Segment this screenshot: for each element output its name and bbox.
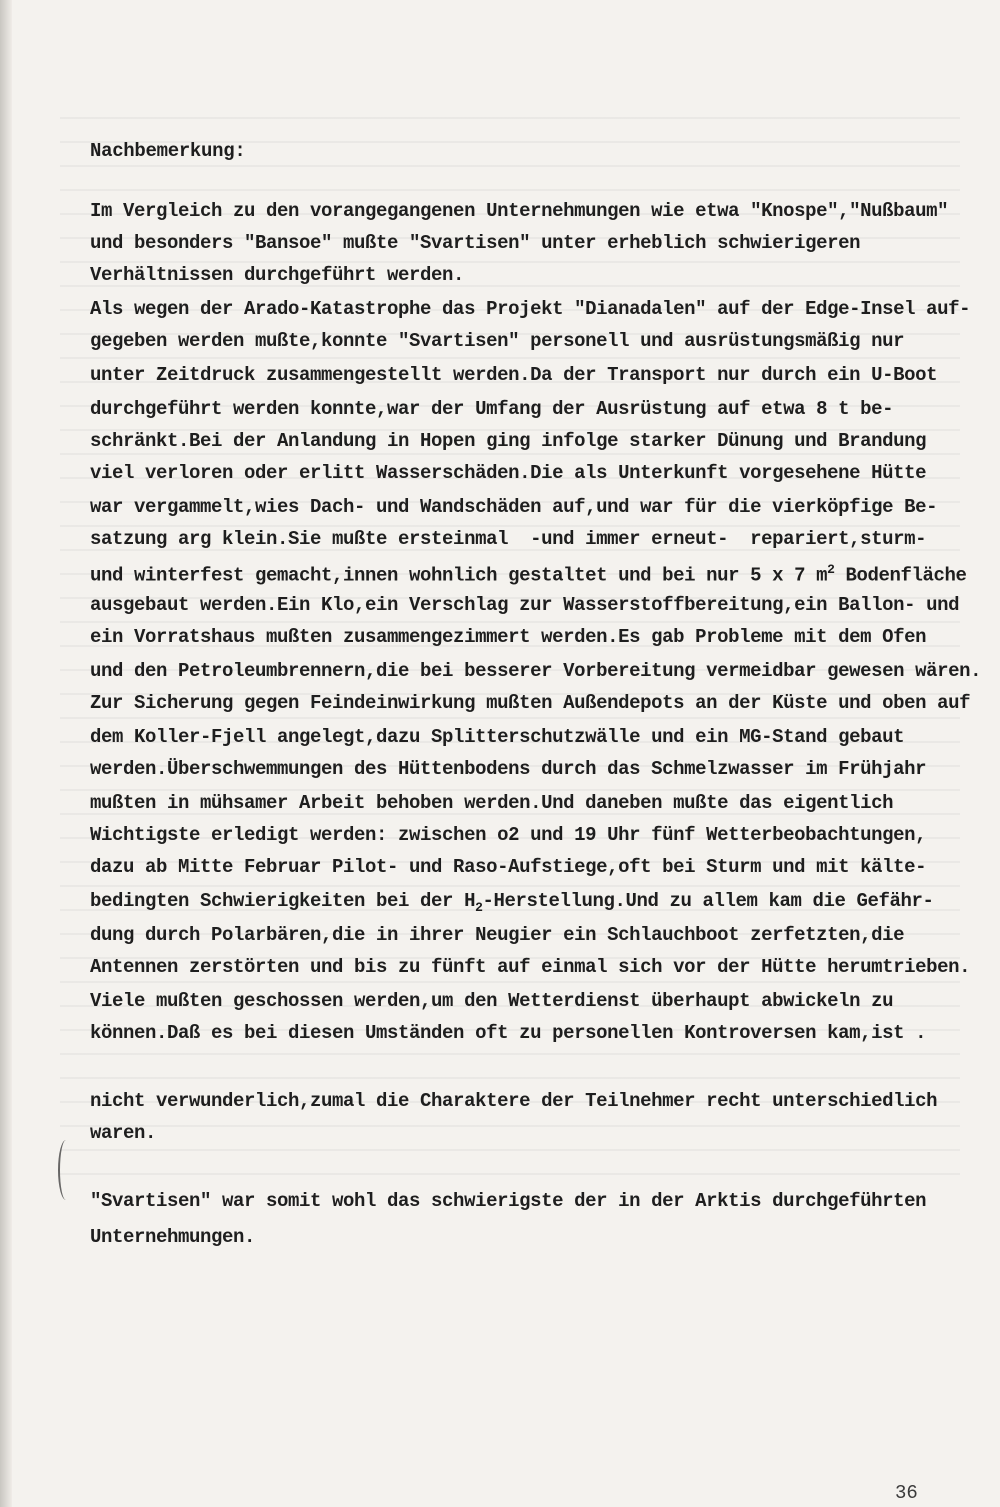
text-line: nicht verwunderlich,zumal die Charaktere der Teilnehmer recht unterschiedlich — [90, 1090, 938, 1112]
text-segment: Bodenfläche — [834, 564, 967, 587]
page-heading: Nachbemerkung: — [90, 140, 246, 162]
subscript: 2 — [475, 899, 483, 915]
superscript: 2 — [827, 562, 835, 577]
text-segment: und winterfest gemacht,innen wohnlich gestaltet und bei nur 5 x 7 m — [90, 564, 828, 587]
text-line: dung durch Polarbären,die in ihrer Neugier ein Schlauchboot zerfetzten,die — [90, 924, 905, 946]
text-line: Als wegen der Arado-Katastrophe das Projekt "Dianadalen" auf der Edge-Insel auf- — [90, 298, 971, 320]
page-number: 36 — [895, 1482, 918, 1504]
text-line: Antennen zerstörten und bis zu fünft auf einmal sich vor der Hütte herumtrieben. — [90, 956, 971, 978]
text-line: waren. — [90, 1122, 157, 1144]
text-line: ausgebaut werden.Ein Klo,ein Verschlag zur Wasserstoffbereitung,ein Ballon- und — [90, 594, 960, 616]
text-line: Wichtigste erledigt werden: zwischen o2 und 19 Uhr fünf Wetterbeobachtungen, — [90, 824, 927, 846]
scan-page-edge — [0, 0, 12, 1507]
text-line: mußten in mühsamer Arbeit behoben werden.Und daneben mußte das eigentlich — [90, 792, 894, 814]
text-line: dazu ab Mitte Februar Pilot- und Raso-Aufstiege,oft bei Sturm und mit kälte- — [90, 856, 927, 878]
text-line: Zur Sicherung gegen Feindeinwirkung mußten Außendepots an der Küste und oben auf — [90, 692, 971, 714]
text-line: und besonders "Bansoe" mußte "Svartisen" unter erheblich schwierigeren — [90, 232, 861, 254]
pencil-bracket-mark — [58, 1140, 74, 1200]
text-line: Im Vergleich zu den vorangegangenen Unternehmungen wie etwa "Knospe","Nußbaum" — [90, 200, 949, 222]
text-line: "Svartisen" war somit wohl das schwierigste der in der Arktis durchgeführten — [90, 1190, 927, 1212]
text-line-area — [90, 562, 967, 586]
text-line: unter Zeitdruck zusammengestellt werden.Da der Transport nur durch ein U-Boot — [90, 364, 938, 386]
text-line-h2 — [90, 890, 934, 915]
text-line: viel verloren oder erlitt Wasserschäden.Die als Unterkunft vorgesehene Hütte — [90, 462, 927, 484]
text-line: dem Koller-Fjell angelegt,dazu Splitterschutzwälle und ein MG-Stand gebaut — [90, 726, 905, 748]
text-line: schränkt.Bei der Anlandung in Hopen ging infolge starker Dünung und Brandung — [90, 430, 927, 452]
text-line: Viele mußten geschossen werden,um den Wetterdienst überhaupt abwickeln zu — [90, 990, 894, 1012]
text-line: Unternehmungen. — [90, 1226, 256, 1248]
text-line: werden.Überschwemmungen des Hüttenbodens durch das Schmelzwasser im Frühjahr — [90, 758, 927, 780]
text-line: satzung arg klein.Sie mußte ersteinmal -und immer erneut- repariert,sturm- — [90, 528, 927, 550]
text-line: können.Daß es bei diesen Umständen oft zu personellen Kontroversen kam,ist . — [90, 1022, 927, 1044]
text-line: und den Petroleumbrennern,die bei besserer Vorbereitung vermeidbar gewesen wären. — [90, 660, 982, 682]
text-segment: -Herstellung.Und zu allem kam die Gefähr- — [482, 890, 934, 912]
text-line: Verhältnissen durchgeführt werden. — [90, 264, 465, 286]
text-line: gegeben werden mußte,konnte "Svartisen" personell und ausrüstungsmäßig nur — [90, 330, 905, 352]
text-line: durchgeführt werden konnte,war der Umfang der Ausrüstung auf etwa 8 t be- — [90, 398, 894, 420]
text-line: war vergammelt,wies Dach- und Wandschäden auf,und war für die vierköpfige Be- — [90, 496, 938, 518]
text-segment: bedingten Schwierigkeiten bei der H — [90, 890, 476, 912]
text-line: ein Vorratshaus mußten zusammengezimmert werden.Es gab Probleme mit dem Ofen — [90, 626, 927, 648]
